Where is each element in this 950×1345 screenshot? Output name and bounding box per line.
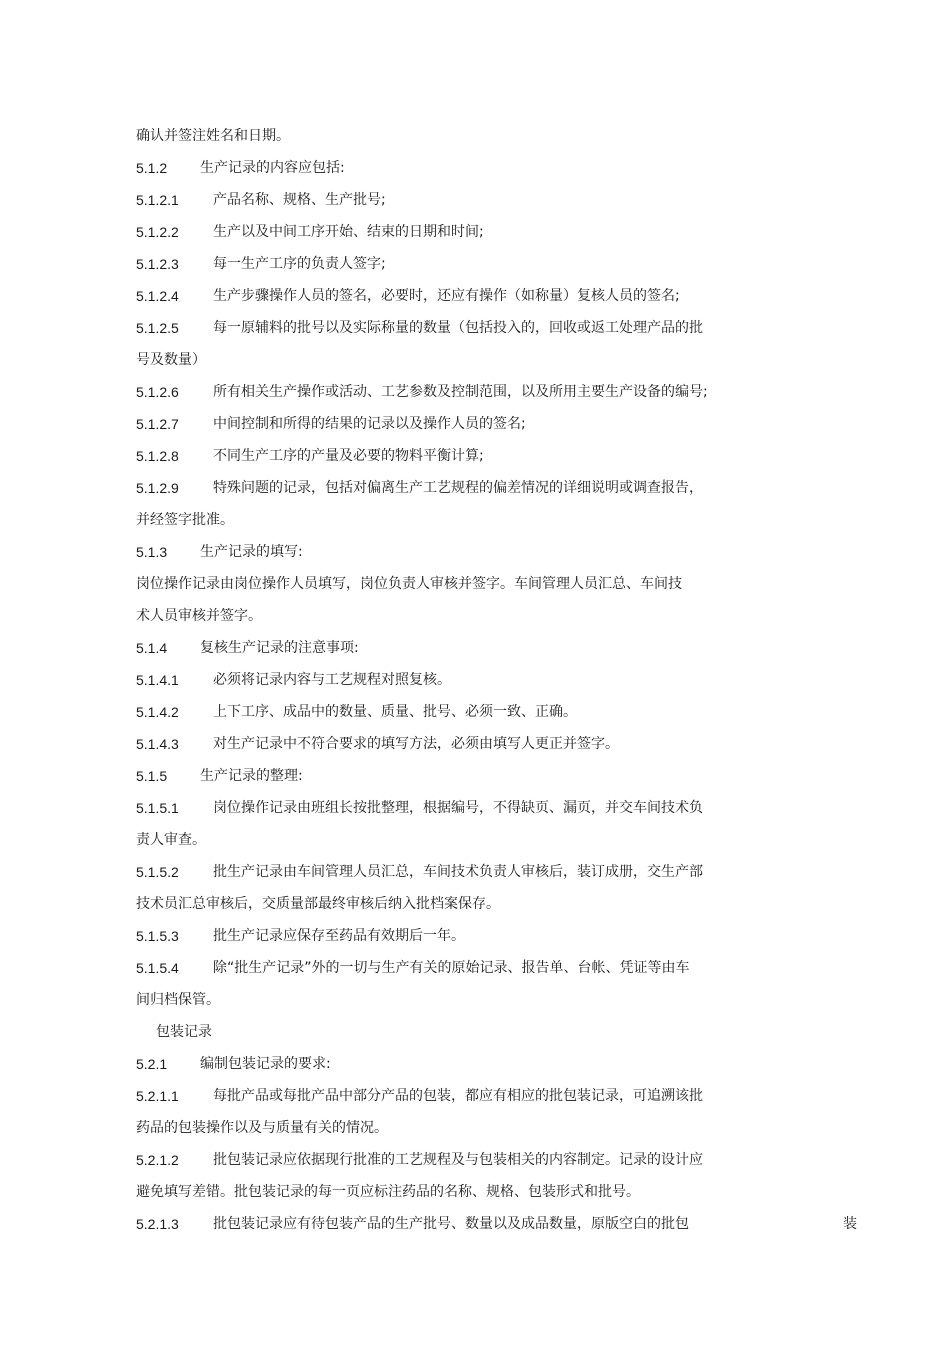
line-text: 间归档保管。 [136, 992, 220, 1008]
line-text: 生产以及中间工序开始、结束的日期和时间; [213, 224, 484, 240]
line-text: 中间控制和所得的结果的记录以及操作人员的签名; [213, 416, 526, 432]
line-text: 批生产记录由车间管理人员汇总，车间技术负责人审核后，装订成册，交生产部 [213, 864, 703, 880]
list-item [136, 670, 756, 690]
list-item [136, 1150, 756, 1170]
section-number: 5.1.2 [136, 160, 168, 176]
line-text: 上下工序、成品中的数量、质量、批号、必须一致、正确。 [213, 704, 577, 720]
line-text: 包装记录 [156, 1024, 212, 1040]
section-number: 5.1.2.4 [136, 288, 179, 304]
list-item [136, 318, 756, 338]
section-number: 5.1.2.6 [136, 384, 179, 400]
list-item [136, 446, 756, 466]
line-text: 除“批生产记录”外的一切与生产有关的原始记录、报告单、台帐、凭证等由车 [213, 960, 690, 976]
line-text: 术人员审核并签字。 [136, 608, 262, 624]
section-number: 5.1.2.1 [136, 192, 179, 208]
line-text: 每批产品或每批产品中部分产品的包装，都应有相应的批包装记录，可追溯该批 [213, 1088, 703, 1104]
section-heading [136, 158, 756, 178]
line-text: 批包装记录应依据现行批准的工艺规程及与包装相关的内容制定。记录的设计应 [213, 1152, 703, 1168]
section-number: 5.1.4 [136, 640, 168, 656]
section-number: 5.1.4.2 [136, 704, 179, 720]
line-text: 岗位操作记录由岗位操作人员填写，岗位负责人审核并签字。车间管理人员汇总、车间技 [136, 576, 682, 592]
section-number: 5.1.2.2 [136, 224, 179, 240]
line-text: 不同生产工序的产量及必要的物料平衡计算; [213, 448, 484, 464]
section-number: 5.1.4.3 [136, 736, 179, 752]
list-item [136, 286, 756, 306]
list-item [136, 222, 756, 242]
line-text: 每一原辅料的批号以及实际称量的数量（包括投入的，回收或返工处理产品的批 [213, 320, 703, 336]
section-number: 5.1.2.9 [136, 480, 179, 496]
line-text: 每一生产工序的负责人签字; [213, 256, 386, 272]
section-number: 5.1.2.3 [136, 256, 179, 272]
line-text: 生产记录的整理: [200, 768, 303, 784]
section-number: 5.1.5.1 [136, 800, 179, 816]
line-text: 所有相关生产操作或活动、工艺参数及控制范围，以及所用主要生产设备的编号; [213, 384, 708, 400]
list-item [136, 862, 756, 882]
section-number: 5.1.5.3 [136, 928, 179, 944]
list-item [136, 1214, 756, 1234]
line-text: 药品的包装操作以及与质量有关的情况。 [136, 1120, 388, 1136]
list-item [136, 1086, 756, 1106]
list-item [136, 734, 756, 754]
list-item [136, 414, 756, 434]
line-text: 号及数量） [136, 352, 206, 368]
line-text: 并经签字批准。 [136, 512, 234, 528]
line-text: 岗位操作记录由班组长按批整理，根据编号，不得缺页、漏页，并交车间技术负 [213, 800, 703, 816]
section-number: 5.2.1.3 [136, 1216, 179, 1232]
list-item [136, 702, 756, 722]
section-number: 5.1.5.2 [136, 864, 179, 880]
section-heading [136, 766, 756, 786]
section-number: 5.1.5.4 [136, 960, 179, 976]
section-number: 5.2.1.1 [136, 1088, 179, 1104]
line-text: 生产步骤操作人员的签名，必要时，还应有操作（如称量）复核人员的签名; [213, 288, 680, 304]
line-text: 必须将记录内容与工艺规程对照复核。 [213, 672, 451, 688]
line-text: 批包装记录应有待包装产品的生产批号、数量以及成品数量，原版空白的批包 [213, 1216, 689, 1232]
line-text: 责人审查。 [136, 832, 206, 848]
list-item [136, 798, 756, 818]
line-text: 技术员汇总审核后，交质量部最终审核后纳入批档案保存。 [136, 896, 500, 912]
line-text: 复核生产记录的注意事项: [200, 640, 359, 656]
line-text: 产品名称、规格、生产批号; [213, 192, 386, 208]
list-item [136, 254, 756, 274]
list-item [136, 190, 756, 210]
line-text: 编制包装记录的要求: [200, 1056, 331, 1072]
line-text: 生产记录的内容应包括: [200, 160, 345, 176]
line-text: 批生产记录应保存至药品有效期后一年。 [213, 928, 465, 944]
line-text: 装 [843, 1216, 857, 1232]
line-text: 对生产记录中不符合要求的填写方法，必须由填写人更正并签字。 [213, 736, 619, 752]
section-number: 5.2.1 [136, 1056, 168, 1072]
section-number: 5.1.2.5 [136, 320, 179, 336]
section-number: 5.1.3 [136, 544, 168, 560]
list-item [136, 382, 756, 402]
section-number: 5.1.2.7 [136, 416, 179, 432]
section-number: 5.1.5 [136, 768, 168, 784]
section-heading [136, 1054, 756, 1074]
list-item [136, 926, 756, 946]
line-text: 确认并签注姓名和日期。 [136, 128, 290, 144]
list-item [136, 478, 756, 498]
list-item [136, 958, 756, 978]
section-heading [136, 638, 756, 658]
section-number: 5.1.2.8 [136, 448, 179, 464]
line-text: 生产记录的填写: [200, 544, 303, 560]
section-heading [136, 542, 756, 562]
section-number: 5.2.1.2 [136, 1152, 179, 1168]
line-text: 避免填写差错。批包装记录的每一页应标注药品的名称、规格、包装形式和批号。 [136, 1184, 640, 1200]
line-text: 特殊问题的记录，包括对偏离生产工艺规程的偏差情况的详细说明或调查报告， [213, 480, 703, 496]
section-number: 5.1.4.1 [136, 672, 179, 688]
